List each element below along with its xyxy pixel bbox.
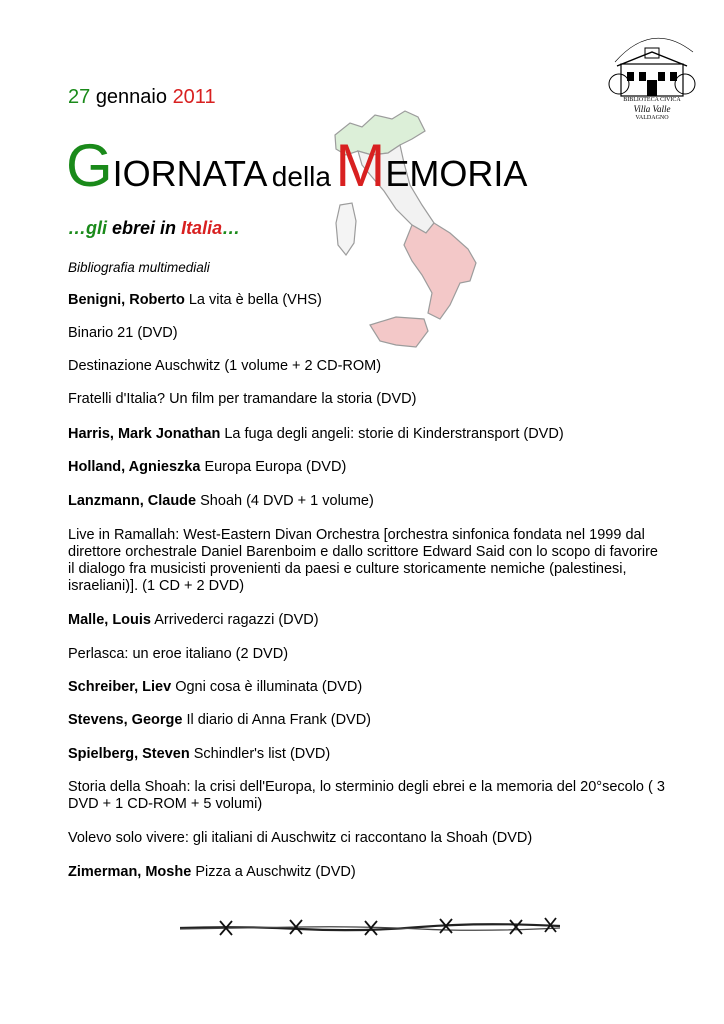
list-item (68, 864, 668, 881)
entry-title: Live in Ramallah: West-Eastern Divan Orchestra [orchestra sinfonica fondata nel 1999 dal direttore orchestrale Daniel Barenboim e dallo scrittore Edward Said con lo scopo di favorire il dialogo fra musicisti provenienti da paesi e culture storicamente nemiche (palestinesi, israeliani)]. (1 CD + 2 DVD) (68, 527, 658, 594)
entry-title: Pizza a Auschwitz (DVD) (195, 864, 356, 880)
title-initial-m: M (335, 132, 386, 199)
entry-author: Zimerman, Moshe (68, 864, 192, 880)
entry-author: Benigni, Roberto (68, 292, 185, 308)
logo-line-2: Villa Valle (633, 104, 671, 114)
entry-author: Malle, Louis (68, 612, 151, 628)
list-item (68, 358, 668, 375)
list-item (68, 746, 668, 763)
list-item (68, 493, 668, 510)
date-year: 2011 (172, 86, 216, 108)
entry-author: Holland, Agnieszka (68, 459, 201, 475)
section-label: Bibliografia multimediali (68, 260, 210, 275)
title-word-giornata: IORNATA (112, 153, 268, 194)
logo-line-1: BIBLIOTECA CIVICA (623, 97, 681, 103)
list-item (68, 646, 668, 663)
list-item (68, 527, 668, 595)
entry-title: Fratelli d'Italia? Un film per tramandare la storia (DVD) (68, 391, 417, 407)
title-initial-g: G (66, 132, 113, 199)
entry-author: Harris, Mark Jonathan (68, 426, 221, 442)
list-item (68, 779, 668, 813)
subtitle-mid: ebrei in (112, 218, 177, 238)
entry-title: Schindler's list (DVD) (193, 746, 331, 762)
entry-title: Arrivederci ragazzi (DVD) (154, 612, 319, 628)
entry-author: Schreiber, Liev (68, 679, 172, 695)
list-item (68, 459, 668, 476)
page-title (66, 132, 528, 199)
list-item (68, 612, 668, 629)
title-word-della: della (271, 161, 331, 192)
date-month: gennaio (95, 86, 167, 108)
date-day: 27 (68, 86, 91, 108)
entry-title: Europa Europa (DVD) (204, 459, 347, 475)
list-item (68, 292, 668, 309)
entry-title: La fuga degli angeli: storie di Kinderstransport (DVD) (224, 426, 564, 442)
subtitle-country: Italia (181, 218, 223, 238)
entry-title: Ogni cosa è illuminata (DVD) (175, 679, 363, 695)
subtitle-lead: …gli (68, 218, 107, 238)
list-item (68, 830, 668, 847)
entry-title: La vita è bella (VHS) (188, 292, 322, 308)
entry-title: Destinazione Auschwitz (1 volume + 2 CD-ROM) (68, 358, 382, 374)
list-item (68, 325, 668, 342)
title-word-emoria: EMORIA (385, 153, 528, 194)
entry-title: Binario 21 (DVD) (68, 325, 178, 341)
entry-title: Storia della Shoah: la crisi dell'Europa, lo sterminio degli ebrei e la memoria del 20°secolo ( 3 DVD + 1 CD-ROM + 5 volumi) (68, 779, 665, 812)
list-item (68, 712, 668, 729)
date-line (68, 86, 216, 109)
entry-title: Volevo solo vivere: gli italiani di Auschwitz ci raccontano la Shoah (DVD) (68, 830, 533, 846)
logo-line-3: VALDAGNO (635, 115, 669, 121)
subtitle (68, 218, 240, 239)
list-item (68, 426, 668, 443)
subtitle-trail: … (222, 218, 241, 238)
entry-title: Il diario di Anna Frank (DVD) (186, 712, 372, 728)
barbed-wire-divider (180, 912, 560, 942)
entry-title: Shoah (4 DVD + 1 volume) (200, 493, 374, 509)
sardinia-island (336, 203, 356, 255)
list-item (68, 391, 668, 408)
list-item (68, 679, 668, 696)
entry-author: Lanzmann, Claude (68, 493, 197, 509)
entry-author: Stevens, George (68, 712, 183, 728)
entry-title: Perlasca: un eroe italiano (2 DVD) (68, 646, 289, 662)
entry-author: Spielberg, Steven (68, 746, 190, 762)
